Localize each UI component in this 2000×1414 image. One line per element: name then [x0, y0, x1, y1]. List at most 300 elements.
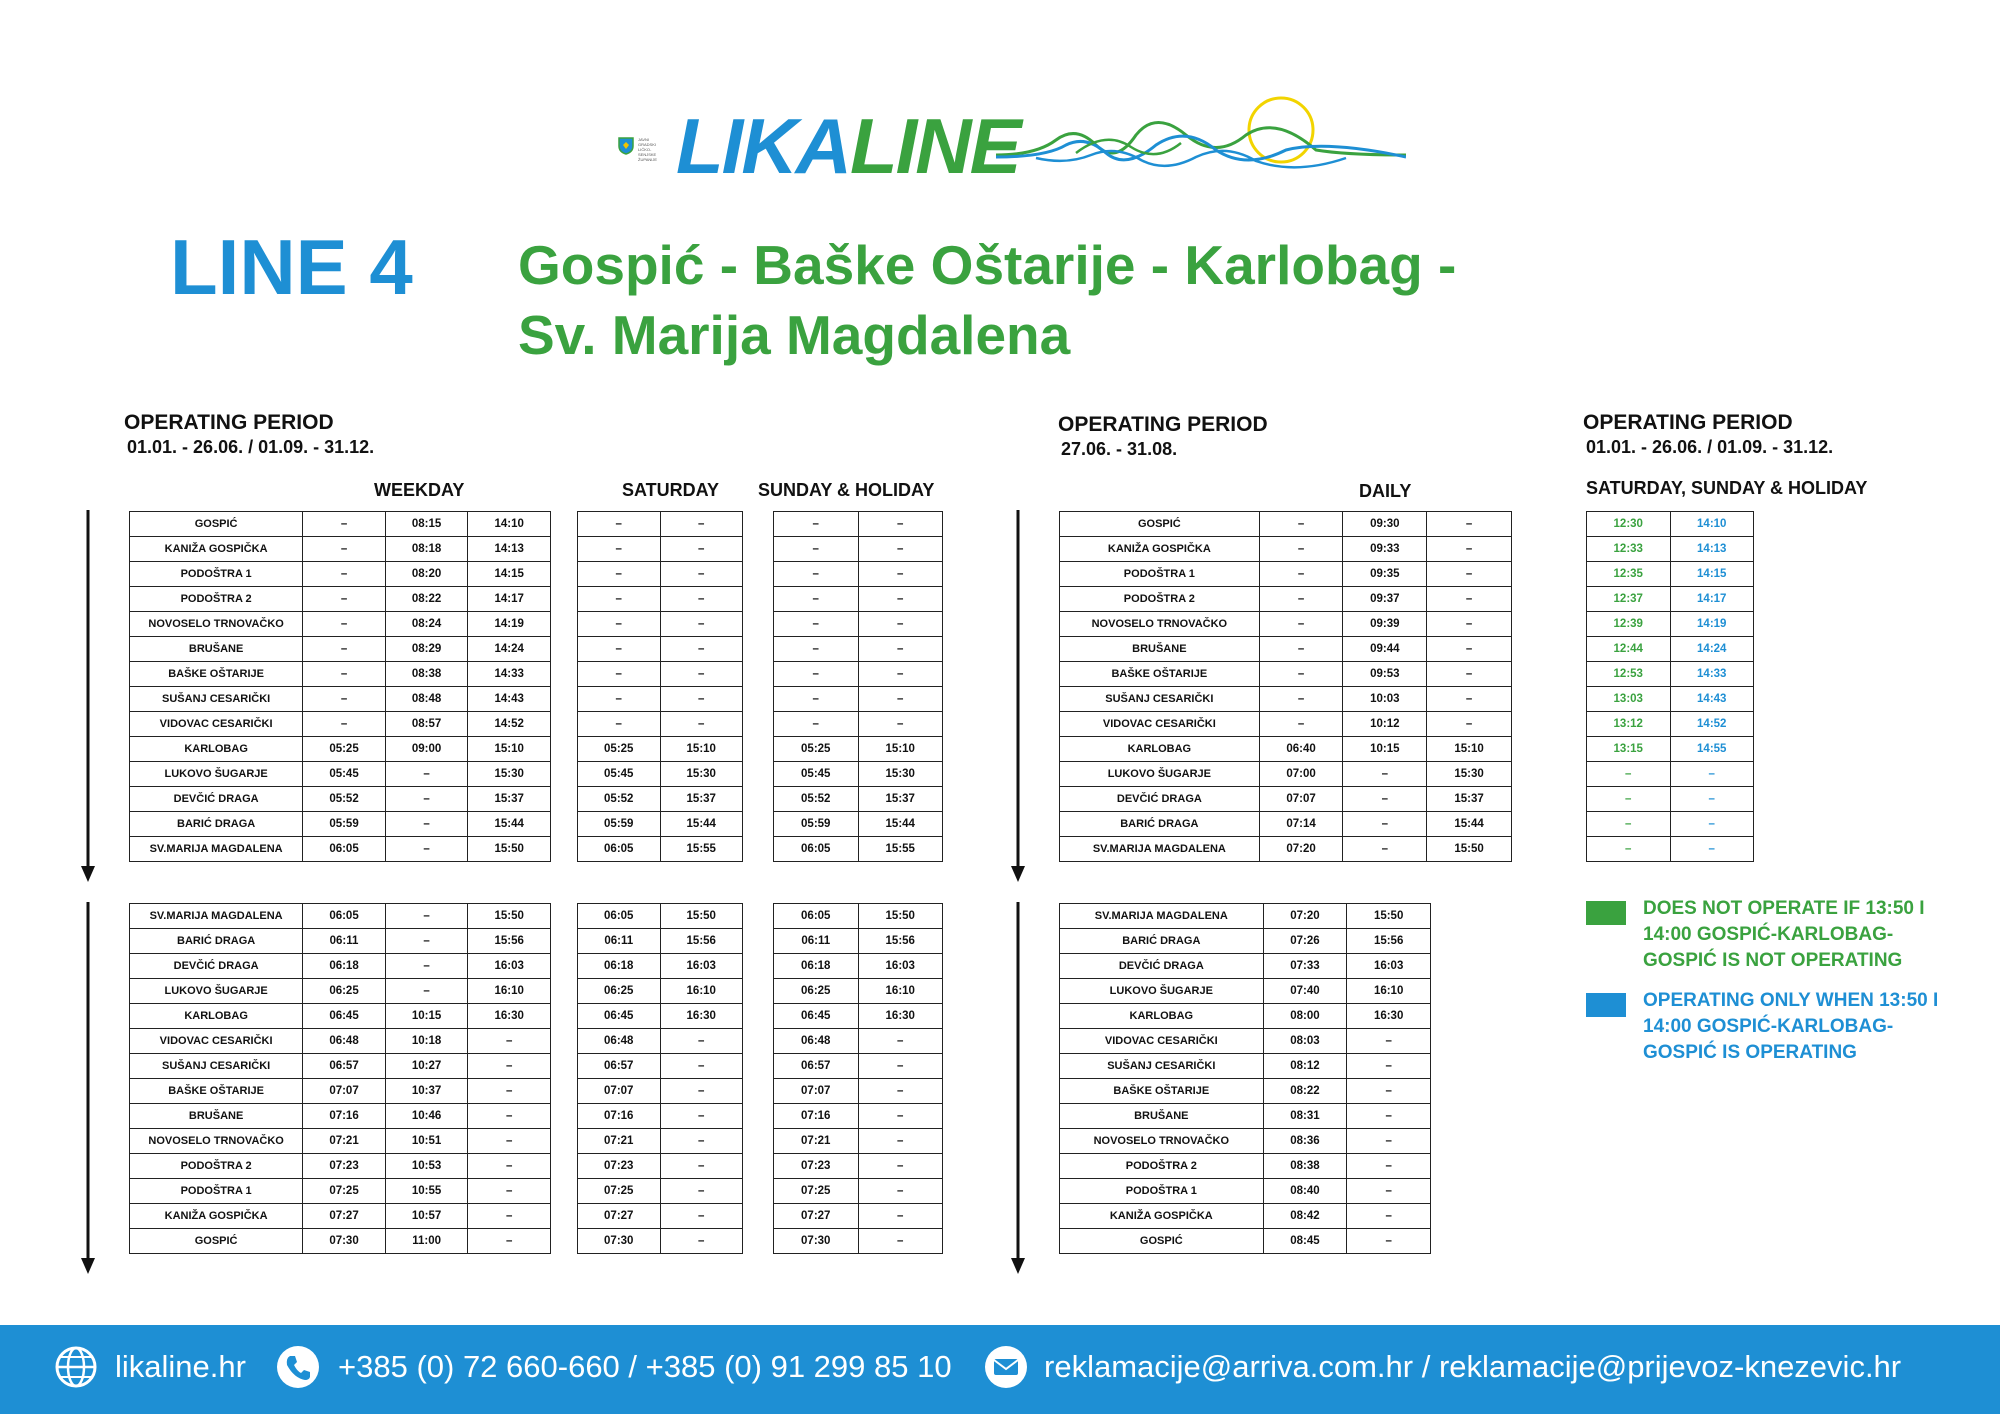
table-row — [1060, 1079, 1431, 1104]
departure-time: 06:57 — [774, 1054, 859, 1079]
departure-time: 07:20 — [1263, 904, 1347, 929]
departure-time: 07:07 — [1259, 787, 1343, 812]
table-row — [130, 979, 551, 1004]
departure-time: – — [774, 612, 859, 637]
departure-time: 15:44 — [1427, 812, 1512, 837]
departure-time: – — [858, 1154, 943, 1179]
stop-name: KANIŽA GOSPIČKA — [130, 1204, 303, 1229]
departure-time: 14:13 — [468, 537, 551, 562]
stop-name: PODOŠTRA 2 — [1060, 587, 1260, 612]
departure-time: – — [1259, 687, 1343, 712]
departure-time: 15:30 — [858, 762, 943, 787]
departure-time: – — [385, 787, 468, 812]
departure-time: 14:33 — [1670, 662, 1754, 687]
departure-time: 08:15 — [385, 512, 468, 537]
stop-name: BRUŠANE — [1060, 1104, 1264, 1129]
departure-time: 06:05 — [578, 837, 661, 862]
heading-sat-sun-holiday: SATURDAY, SUNDAY & HOLIDAY — [1586, 478, 1868, 498]
table-row — [1587, 837, 1754, 862]
table-row — [578, 587, 743, 612]
stop-name: SUŠANJ CESARIČKI — [1060, 1054, 1264, 1079]
departure-time: 06:48 — [303, 1029, 386, 1054]
departure-time: – — [303, 562, 386, 587]
departure-time: 15:30 — [660, 762, 743, 787]
departure-time: 09:30 — [1343, 512, 1427, 537]
table-row — [1060, 929, 1431, 954]
contact-footer — [0, 1325, 2000, 1414]
stop-name: PODOŠTRA 1 — [130, 562, 303, 587]
footer-email-addresses[interactable]: reklamacije@arriva.com.hr / reklamacije@prijevoz-knezevic.hr — [1044, 1349, 1902, 1384]
table-row — [1587, 737, 1754, 762]
direction-arrow-icon — [1011, 510, 1025, 882]
table-row — [774, 637, 943, 662]
table-row — [578, 512, 743, 537]
departure-time: 15:56 — [858, 929, 943, 954]
table-row — [1587, 662, 1754, 687]
departure-time: 05:59 — [578, 812, 661, 837]
stop-name: SV.MARIJA MAGDALENA — [1060, 837, 1260, 862]
departure-time: 15:10 — [660, 737, 743, 762]
departure-time: 09:53 — [1343, 662, 1427, 687]
departure-time: 07:07 — [303, 1079, 386, 1104]
table-row — [774, 954, 943, 979]
departure-time: 06:05 — [774, 904, 859, 929]
departure-time: 07:14 — [1259, 812, 1343, 837]
departure-time: 07:26 — [1263, 929, 1347, 954]
departure-time: 08:45 — [1263, 1229, 1347, 1254]
departure-time: – — [385, 954, 468, 979]
stop-name: BAŠKE OŠTARIJE — [1060, 1079, 1264, 1104]
stop-name: KARLOBAG — [130, 1004, 303, 1029]
line-number-title: LINE 4 — [170, 223, 413, 311]
stop-name: BARIĆ DRAGA — [130, 812, 303, 837]
table-row — [774, 904, 943, 929]
legend-green-swatch — [1586, 901, 1626, 925]
departure-time: – — [858, 687, 943, 712]
departure-time: 16:10 — [468, 979, 551, 1004]
table-row — [1060, 1229, 1431, 1254]
departure-time: 08:22 — [1263, 1079, 1347, 1104]
departure-time: – — [660, 1204, 743, 1229]
departure-time: – — [1259, 637, 1343, 662]
shield-emblem-icon — [618, 137, 634, 155]
phone-icon — [276, 1345, 320, 1389]
departure-time: 05:25 — [578, 737, 661, 762]
departure-time: – — [1259, 512, 1343, 537]
departure-time: – — [660, 662, 743, 687]
table-row — [774, 737, 943, 762]
departure-time: – — [1347, 1179, 1431, 1204]
departure-time: – — [858, 1129, 943, 1154]
departure-time: 07:23 — [578, 1154, 661, 1179]
departure-time: – — [858, 1029, 943, 1054]
operating-period-3 — [1583, 410, 1833, 460]
departure-time: 15:44 — [660, 812, 743, 837]
table-row — [130, 1129, 551, 1154]
period-3-title: OPERATING PERIOD — [1583, 411, 1793, 434]
departure-time: 14:43 — [1670, 687, 1754, 712]
departure-time: – — [1427, 637, 1512, 662]
departure-time: – — [1347, 1104, 1431, 1129]
table-row — [1060, 1004, 1431, 1029]
stop-name: PODOŠTRA 2 — [130, 1154, 303, 1179]
departure-time: – — [660, 1129, 743, 1154]
globe-icon — [54, 1345, 98, 1389]
departure-time: 07:30 — [774, 1229, 859, 1254]
departure-time: – — [1587, 812, 1671, 837]
stop-name: BARIĆ DRAGA — [1060, 929, 1264, 954]
table-row — [130, 837, 551, 862]
departure-time: 08:38 — [385, 662, 468, 687]
sunday-return-table — [773, 903, 943, 1254]
departure-time: 12:39 — [1587, 612, 1671, 637]
departure-time: – — [1347, 1054, 1431, 1079]
departure-time: 08:48 — [385, 687, 468, 712]
departure-time: – — [858, 1079, 943, 1104]
table-row — [130, 587, 551, 612]
departure-time: 14:43 — [468, 687, 551, 712]
departure-time: – — [578, 637, 661, 662]
departure-time: – — [1343, 837, 1427, 862]
stop-name: DEVČIĆ DRAGA — [1060, 787, 1260, 812]
departure-time: 14:55 — [1670, 737, 1754, 762]
stop-name: NOVOSELO TRNOVAČKO — [1060, 1129, 1264, 1154]
departure-time: – — [578, 587, 661, 612]
table-row — [130, 637, 551, 662]
departure-time: 07:25 — [774, 1179, 859, 1204]
table-row — [774, 1129, 943, 1154]
departure-time: 14:15 — [468, 562, 551, 587]
departure-time: 06:48 — [774, 1029, 859, 1054]
departure-time: – — [1427, 687, 1512, 712]
departure-time: 15:37 — [858, 787, 943, 812]
table-row — [774, 512, 943, 537]
logo-suffix: LINE — [849, 102, 1020, 190]
departure-time: 15:30 — [468, 762, 551, 787]
table-row — [774, 537, 943, 562]
departure-time: – — [858, 1179, 943, 1204]
table-row — [578, 762, 743, 787]
table-row — [130, 929, 551, 954]
table-row — [1587, 537, 1754, 562]
departure-time: – — [385, 929, 468, 954]
departure-time: – — [660, 512, 743, 537]
table-row — [578, 1154, 743, 1179]
departure-time: 08:24 — [385, 612, 468, 637]
table-row — [578, 1129, 743, 1154]
stop-name: LUKOVO ŠUGARJE — [130, 762, 303, 787]
departure-time: 08:57 — [385, 712, 468, 737]
departure-time: 08:12 — [1263, 1054, 1347, 1079]
departure-time: – — [1347, 1029, 1431, 1054]
departure-time: 06:57 — [303, 1054, 386, 1079]
stop-name: BRUŠANE — [130, 1104, 303, 1129]
departure-time: – — [1259, 587, 1343, 612]
departure-time: – — [1347, 1154, 1431, 1179]
departure-time: – — [1259, 712, 1343, 737]
departure-time: 07:20 — [1259, 837, 1343, 862]
table-row — [1060, 762, 1512, 787]
departure-time: 10:12 — [1343, 712, 1427, 737]
stop-name: VIDOVAC CESARIČKI — [1060, 1029, 1264, 1054]
table-row — [130, 904, 551, 929]
departure-time: 05:45 — [578, 762, 661, 787]
footer-website-link[interactable]: likaline.hr — [115, 1349, 246, 1384]
departure-time: – — [468, 1054, 551, 1079]
table-row — [130, 612, 551, 637]
departure-time: 15:37 — [468, 787, 551, 812]
route-title-line1: Gospić - Baške Oštarije - Karlobag - — [518, 234, 1457, 296]
departure-time: – — [1259, 562, 1343, 587]
table-row — [578, 1029, 743, 1054]
stop-name: KARLOBAG — [130, 737, 303, 762]
departure-time: – — [660, 587, 743, 612]
departure-time: 07:27 — [578, 1204, 661, 1229]
departure-time: 06:11 — [578, 929, 661, 954]
departure-time: 07:16 — [774, 1104, 859, 1129]
table-row — [578, 837, 743, 862]
departure-time: 10:27 — [385, 1054, 468, 1079]
table-row — [1587, 512, 1754, 537]
table-row — [774, 662, 943, 687]
departure-time: – — [774, 587, 859, 612]
departure-time: 08:38 — [1263, 1154, 1347, 1179]
departure-time: 05:52 — [303, 787, 386, 812]
stop-name: DEVČIĆ DRAGA — [130, 954, 303, 979]
table-row — [130, 1179, 551, 1204]
direction-arrow-icon — [81, 510, 95, 882]
departure-time: – — [578, 512, 661, 537]
departure-time: – — [578, 562, 661, 587]
departure-time: – — [660, 637, 743, 662]
direction-arrow-icon — [1011, 902, 1025, 1274]
departure-time: 08:00 — [1263, 1004, 1347, 1029]
sunday-outbound-table — [773, 511, 943, 862]
departure-time: 06:18 — [774, 954, 859, 979]
departure-time: 13:03 — [1587, 687, 1671, 712]
table-row — [130, 787, 551, 812]
table-row — [130, 1204, 551, 1229]
table-row — [774, 787, 943, 812]
departure-time: 15:56 — [1347, 929, 1431, 954]
table-row — [130, 954, 551, 979]
departure-time: – — [578, 687, 661, 712]
departure-time: – — [578, 537, 661, 562]
departure-time: 15:10 — [1427, 737, 1512, 762]
table-row — [1060, 637, 1512, 662]
departure-time: 07:21 — [303, 1129, 386, 1154]
period-2-title: OPERATING PERIOD — [1058, 413, 1268, 436]
table-row — [130, 812, 551, 837]
departure-time: 10:55 — [385, 1179, 468, 1204]
stop-name: VIDOVAC CESARIČKI — [130, 712, 303, 737]
route-title-line2: Sv. Marija Magdalena — [518, 304, 1071, 366]
table-row — [1060, 612, 1512, 637]
table-row — [774, 812, 943, 837]
departure-time: 12:53 — [1587, 662, 1671, 687]
departure-time: 05:25 — [303, 737, 386, 762]
table-row — [1587, 562, 1754, 587]
stop-name: LUKOVO ŠUGARJE — [1060, 979, 1264, 1004]
stop-name: GOSPIĆ — [1060, 1229, 1264, 1254]
table-row — [1060, 904, 1431, 929]
departure-time: 10:15 — [1343, 737, 1427, 762]
departure-time: – — [660, 1029, 743, 1054]
stop-name: NOVOSELO TRNOVAČKO — [130, 1129, 303, 1154]
departure-time: – — [660, 1229, 743, 1254]
departure-time: 08:18 — [385, 537, 468, 562]
table-row — [578, 1179, 743, 1204]
departure-time: 10:15 — [385, 1004, 468, 1029]
table-row — [774, 1004, 943, 1029]
departure-time: – — [660, 687, 743, 712]
departure-time: 06:25 — [578, 979, 661, 1004]
departure-time: – — [303, 687, 386, 712]
departure-time: – — [858, 1229, 943, 1254]
departure-time: 15:50 — [1427, 837, 1512, 862]
table-row — [578, 1104, 743, 1129]
departure-time: 07:16 — [303, 1104, 386, 1129]
footer-phone-numbers[interactable]: +385 (0) 72 660-660 / +385 (0) 91 299 85 10 — [338, 1349, 952, 1384]
brand-logo — [618, 95, 1398, 195]
departure-time: – — [1347, 1079, 1431, 1104]
table-row — [774, 587, 943, 612]
departure-time: 06:18 — [303, 954, 386, 979]
departure-time: 12:35 — [1587, 562, 1671, 587]
table-row — [774, 562, 943, 587]
departure-time: 15:55 — [660, 837, 743, 862]
departure-time: – — [303, 537, 386, 562]
wave-sun-icon — [996, 95, 1406, 185]
departure-time: 07:00 — [1259, 762, 1343, 787]
table-row — [578, 712, 743, 737]
departure-time: – — [578, 662, 661, 687]
legend-green-text: DOES NOT OPERATE IF 13:50 I 14:00 GOSPIĆ-KARLOBAG-GOSPIĆ IS NOT OPERATING — [1643, 898, 1925, 971]
departure-time: – — [1587, 787, 1671, 812]
heading-weekday: WEEKDAY — [374, 480, 465, 500]
table-row — [130, 537, 551, 562]
table-row — [578, 537, 743, 562]
departure-time: – — [774, 662, 859, 687]
stop-name: SV.MARIJA MAGDALENA — [1060, 904, 1264, 929]
departure-time: 14:17 — [468, 587, 551, 612]
departure-time: 10:51 — [385, 1129, 468, 1154]
departure-time: 06:25 — [774, 979, 859, 1004]
table-row — [774, 1179, 943, 1204]
departure-time: 15:50 — [858, 904, 943, 929]
table-row — [130, 1029, 551, 1054]
departure-time: – — [660, 712, 743, 737]
departure-time: 05:59 — [303, 812, 386, 837]
departure-time: 05:52 — [578, 787, 661, 812]
special-weekend-table — [1586, 511, 1754, 862]
departure-time: 06:18 — [578, 954, 661, 979]
table-row — [774, 1054, 943, 1079]
table-row — [130, 1079, 551, 1104]
table-row — [1060, 512, 1512, 537]
departure-time: 09:39 — [1343, 612, 1427, 637]
legend-blue-swatch — [1586, 993, 1626, 1017]
departure-time: – — [660, 1104, 743, 1129]
stop-name: PODOŠTRA 2 — [1060, 1154, 1264, 1179]
table-row — [774, 1079, 943, 1104]
departure-time: 10:53 — [385, 1154, 468, 1179]
stop-name: KARLOBAG — [1060, 737, 1260, 762]
departure-time: 14:33 — [468, 662, 551, 687]
departure-time: – — [1670, 762, 1754, 787]
table-row — [130, 1054, 551, 1079]
departure-time: 06:05 — [578, 904, 661, 929]
departure-time: 15:10 — [858, 737, 943, 762]
period-3-dates: 01.01. - 26.06. / 01.09. - 31.12. — [1586, 437, 1834, 457]
departure-time: – — [1347, 1129, 1431, 1154]
departure-time: 10:57 — [385, 1204, 468, 1229]
table-row — [130, 662, 551, 687]
table-row — [1060, 1104, 1431, 1129]
departure-time: – — [385, 762, 468, 787]
departure-time: – — [1427, 612, 1512, 637]
departure-time: – — [1347, 1229, 1431, 1254]
table-row — [578, 812, 743, 837]
table-row — [578, 1229, 743, 1254]
table-row — [130, 712, 551, 737]
departure-time: 10:18 — [385, 1029, 468, 1054]
departure-time: 07:23 — [303, 1154, 386, 1179]
departure-time: – — [774, 537, 859, 562]
stop-name: VIDOVAC CESARIČKI — [1060, 712, 1260, 737]
departure-time: – — [303, 637, 386, 662]
departure-time: – — [385, 812, 468, 837]
departure-time: 10:03 — [1343, 687, 1427, 712]
table-row — [1060, 1054, 1431, 1079]
departure-time: 16:10 — [660, 979, 743, 1004]
table-row — [1060, 562, 1512, 587]
departure-time: 15:37 — [660, 787, 743, 812]
departure-time: 13:15 — [1587, 737, 1671, 762]
table-row — [578, 979, 743, 1004]
table-row — [1060, 837, 1512, 862]
table-row — [774, 612, 943, 637]
departure-time: 05:52 — [774, 787, 859, 812]
table-row — [1060, 1029, 1431, 1054]
period-1-title: OPERATING PERIOD — [124, 411, 334, 434]
stop-name: BARIĆ DRAGA — [1060, 812, 1260, 837]
stop-name: GOSPIĆ — [130, 512, 303, 537]
stop-name: SUŠANJ CESARIČKI — [130, 687, 303, 712]
table-row — [578, 637, 743, 662]
stop-name: BAŠKE OŠTARIJE — [130, 1079, 303, 1104]
logo-small-text: JAVNI GRADSKI LIČKO-SENJSKE ŽUPANIJE — [638, 137, 658, 162]
departure-time: 08:42 — [1263, 1204, 1347, 1229]
departure-time: 16:03 — [858, 954, 943, 979]
departure-time: 06:25 — [303, 979, 386, 1004]
departure-time: 14:13 — [1670, 537, 1754, 562]
departure-time: 05:59 — [774, 812, 859, 837]
table-row — [774, 687, 943, 712]
table-row — [1060, 812, 1512, 837]
heading-saturday: SATURDAY — [622, 480, 720, 500]
table-row — [1060, 537, 1512, 562]
departure-time: – — [578, 712, 661, 737]
departure-time: 07:21 — [578, 1129, 661, 1154]
departure-time: – — [385, 837, 468, 862]
departure-time: 14:24 — [468, 637, 551, 662]
departure-time: 14:24 — [1670, 637, 1754, 662]
operating-period-2 — [1058, 412, 1268, 462]
stop-name: LUKOVO ŠUGARJE — [1060, 762, 1260, 787]
stop-name: PODOŠTRA 1 — [130, 1179, 303, 1204]
departure-time: 14:52 — [468, 712, 551, 737]
